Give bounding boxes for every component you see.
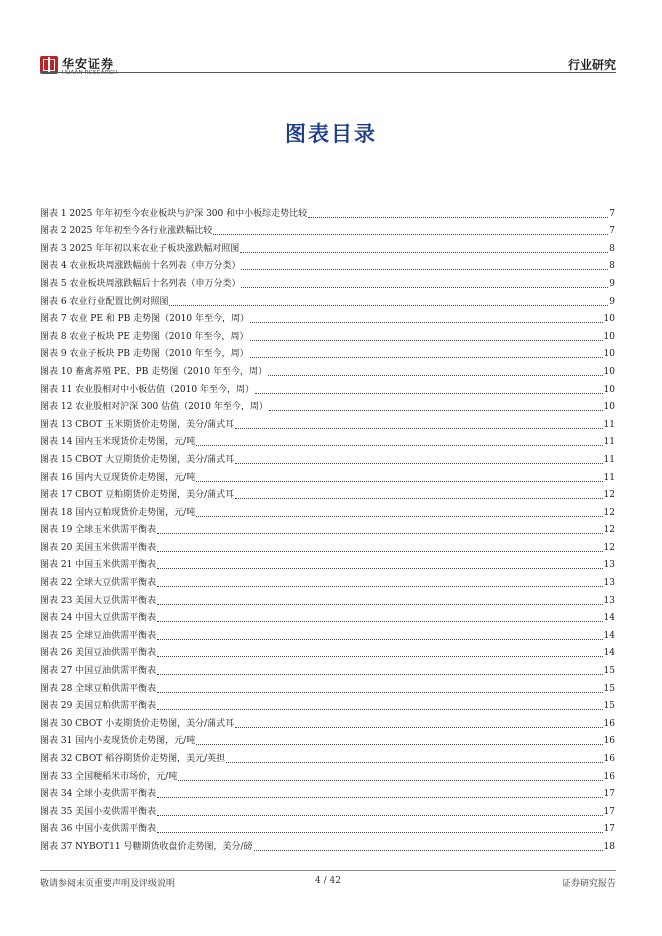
- toc-entry[interactable]: [40, 501, 615, 519]
- toc-dot-leader: [178, 780, 602, 781]
- toc-entry[interactable]: [40, 360, 615, 378]
- toc-entry-title: 图表 3 2025 年年初以来农业子板块涨跌幅对照图: [40, 243, 240, 254]
- toc-entry-title: 图表 10 畜禽养殖 PE、PB 走势图（2010 年至今，周）: [40, 366, 267, 377]
- toc-entry-page: 8: [609, 243, 615, 254]
- toc-entry-title: 图表 26 美国豆油供需平衡表: [40, 648, 157, 659]
- toc-entry-title: 图表 32 CBOT 稻谷期货价走势图，美元/英担: [40, 754, 226, 764]
- toc-entry-page: 10: [603, 349, 615, 360]
- toc-entry-title: 图表 33 全国粳稻米市场价，元/吨: [40, 771, 178, 782]
- toc-entry-page: 14: [603, 630, 615, 641]
- toc-entry[interactable]: [40, 466, 615, 484]
- toc-entry[interactable]: [40, 378, 615, 396]
- toc-dot-leader: [157, 709, 602, 710]
- toc-entry[interactable]: [40, 237, 615, 255]
- toc-entry[interactable]: [40, 272, 615, 290]
- toc-dot-leader: [241, 287, 608, 288]
- toc-entry[interactable]: [40, 783, 615, 801]
- toc-entry[interactable]: [40, 659, 615, 677]
- toc-entry-title: 图表 36 中国小麦供需平衡表: [40, 824, 157, 835]
- toc-dot-leader: [157, 797, 602, 798]
- toc-dot-leader: [157, 586, 602, 587]
- toc-entry[interactable]: [40, 624, 615, 642]
- toc-entry-title: 图表 2 2025 年年初至今各行业涨跌幅比较: [40, 226, 213, 237]
- toc-entry[interactable]: [40, 800, 615, 818]
- toc-entry[interactable]: [40, 695, 615, 713]
- toc-entry-page: 14: [603, 613, 615, 624]
- toc-entry-title: 图表 35 美国小麦供需平衡表: [40, 806, 157, 817]
- toc-dot-leader: [157, 674, 602, 675]
- toc-entry[interactable]: [40, 730, 615, 748]
- toc-entry-title: 图表 30 CBOT 小麦期货价走势图，美分/蒲式耳: [40, 718, 235, 729]
- toc-dot-leader: [269, 410, 603, 411]
- toc-entry[interactable]: [40, 818, 615, 836]
- toc-dot-leader: [255, 393, 603, 394]
- toc-dot-leader: [250, 340, 603, 341]
- toc-entry-title: 图表 23 美国大豆供需平衡表: [40, 595, 157, 606]
- toc-entry-title: 图表 28 全球豆粕供需平衡表: [40, 683, 157, 694]
- toc-dot-leader: [308, 217, 608, 218]
- toc-entry-page: 7: [609, 226, 615, 237]
- toc-dot-leader: [250, 357, 603, 358]
- toc-entry[interactable]: [40, 607, 615, 625]
- toc-dot-leader: [240, 252, 608, 253]
- toc-entry-title: 图表 14 国内玉米现货价走势图，元/吨: [40, 437, 196, 448]
- toc-entry-page: 16: [603, 771, 615, 782]
- toc-entry-title: 图表 7 农业 PE 和 PB 走势图（2010 年至今，周）: [40, 314, 249, 325]
- toc-entry-page: 17: [603, 824, 615, 835]
- toc-entry[interactable]: [40, 448, 615, 466]
- toc-entry-page: 10: [603, 384, 615, 395]
- logo-en-text: HUAAN RESEARCH: [62, 70, 118, 76]
- toc-entry-page: 12: [603, 542, 615, 553]
- toc-entry-page: 12: [603, 525, 615, 536]
- toc-entry-page: 10: [603, 314, 615, 325]
- toc-entry-title: 图表 17 CBOT 豆粕期货价走势图，美分/蒲式耳: [40, 490, 235, 501]
- toc-entry[interactable]: [40, 554, 615, 572]
- toc-dot-leader: [157, 639, 602, 640]
- toc-entry-page: 16: [603, 718, 615, 729]
- toc-entry-page: 13: [603, 560, 615, 571]
- toc-entry-title: 图表 21 中国玉米供需平衡表: [40, 560, 157, 571]
- toc-entry-title: 图表 19 全球玉米供需平衡表: [40, 525, 157, 536]
- toc-entry-page: 7: [609, 208, 615, 219]
- toc-dot-leader: [157, 692, 602, 693]
- toc-dot-leader: [196, 516, 602, 517]
- toc-dot-leader: [157, 815, 602, 816]
- toc-entry-title: 图表 6 农业行业配置比例对照图: [40, 296, 169, 307]
- toc-entry-page: 9: [609, 296, 615, 307]
- toc-entry[interactable]: [40, 308, 615, 326]
- toc-entry-title: 图表 25 全球豆油供需平衡表: [40, 630, 157, 641]
- report-type: 证券研究报告: [561, 879, 616, 889]
- toc-dot-leader: [169, 305, 608, 306]
- toc-entry-page: 11: [603, 419, 615, 430]
- toc-entry-page: 18: [603, 841, 615, 852]
- toc-entry-title: 图表 8 农业子板块 PE 走势图（2010 年至今，周）: [40, 331, 249, 342]
- toc-entry[interactable]: [40, 484, 615, 502]
- toc-entry-page: 10: [603, 402, 615, 413]
- toc-dot-leader: [235, 463, 602, 464]
- toc-dot-leader: [213, 234, 608, 235]
- toc-list: [40, 202, 615, 853]
- toc-entry-page: 17: [603, 806, 615, 817]
- toc-entry-title: 图表 4 农业板块周涨跌幅前十名列表（申万分类）: [40, 261, 241, 272]
- toc-entry-title: 图表 5 农业板块周涨跌幅后十名列表（申万分类）: [40, 278, 241, 289]
- toc-entry-page: 11: [603, 472, 615, 483]
- toc-dot-leader: [157, 604, 602, 605]
- toc-entry[interactable]: [40, 765, 615, 783]
- toc-entry-page: 15: [603, 666, 615, 677]
- footer-divider: [40, 870, 616, 871]
- toc-entry-title: 图表 1 2025 年年初至今农业板块与沪深 300 和中小板综走势比较: [40, 208, 308, 219]
- toc-dot-leader: [196, 481, 602, 482]
- company-logo: [40, 56, 150, 80]
- header-divider: [40, 72, 616, 73]
- toc-dot-leader: [157, 551, 602, 552]
- toc-entry-page: 14: [603, 648, 615, 659]
- toc-entry-page: 16: [603, 736, 615, 747]
- toc-dot-leader: [157, 656, 602, 657]
- toc-dot-leader: [235, 727, 602, 728]
- page-footer: [40, 876, 616, 890]
- toc-dot-leader: [196, 445, 602, 446]
- toc-entry-page: 9: [609, 278, 615, 289]
- toc-entry-page: 15: [603, 683, 615, 694]
- toc-entry-page: 8: [609, 261, 615, 272]
- toc-entry[interactable]: [40, 642, 615, 660]
- toc-entry-title: 图表 29 美国豆粕供需平衡表: [40, 701, 157, 712]
- toc-dot-leader: [157, 533, 602, 534]
- toc-entry[interactable]: [40, 747, 615, 765]
- toc-dot-leader: [241, 269, 608, 270]
- toc-entry-page: 11: [603, 437, 615, 448]
- toc-entry-title: 图表 31 国内小麦现货价走势图，元/吨: [40, 736, 196, 747]
- toc-entry[interactable]: [40, 712, 615, 730]
- toc-entry-title: 图表 15 CBOT 大豆期货价走势图，美分/蒲式耳: [40, 454, 235, 465]
- toc-entry-title: 图表 13 CBOT 玉米期货价走势图，美分/蒲式耳: [40, 419, 235, 430]
- toc-entry-page: 17: [603, 789, 615, 800]
- toc-entry-title: 图表 16 国内大豆现货价走势图，元/吨: [40, 472, 196, 483]
- toc-entry-title: 图表 34 全球小麦供需平衡表: [40, 789, 157, 800]
- logo-cn-text: 华安证券: [62, 57, 115, 71]
- toc-entry[interactable]: [40, 343, 615, 361]
- toc-dot-leader: [157, 621, 602, 622]
- toc-entry[interactable]: [40, 255, 615, 273]
- toc-dot-leader: [157, 568, 602, 569]
- toc-entry[interactable]: [40, 413, 615, 431]
- toc-dot-leader: [250, 322, 603, 323]
- toc-entry-title: 图表 27 中国豆油供需平衡表: [40, 666, 157, 677]
- toc-dot-leader: [235, 428, 602, 429]
- toc-entry-title: 图表 18 国内豆粕现货价走势图，元/吨: [40, 507, 196, 518]
- footer-disclaimer: 敬请参阅末页重要声明及评级说明: [40, 879, 176, 889]
- toc-dot-leader: [235, 498, 602, 499]
- toc-entry-title: 图表 22 全球大豆供需平衡表: [40, 578, 157, 589]
- toc-entry-title: 图表 24 中国大豆供需平衡表: [40, 613, 157, 624]
- page-title: 图表目录: [285, 122, 377, 146]
- toc-entry-page: 12: [603, 507, 615, 518]
- toc-entry-title: 图表 37 NYBOT11 号糖期货收盘价走势图，美分/磅: [40, 841, 253, 852]
- toc-entry[interactable]: [40, 571, 615, 589]
- toc-dot-leader: [196, 744, 602, 745]
- section-label: 行业研究: [567, 58, 616, 72]
- toc-entry-page: 13: [603, 578, 615, 589]
- toc-entry-page: 10: [603, 331, 615, 342]
- toc-entry-page: 15: [603, 701, 615, 712]
- toc-entry[interactable]: [40, 220, 615, 238]
- toc-entry-page: 12: [603, 490, 615, 501]
- toc-entry[interactable]: [40, 536, 615, 554]
- toc-dot-leader: [226, 762, 602, 763]
- toc-dot-leader: [254, 850, 603, 851]
- toc-entry-page: 10: [603, 366, 615, 377]
- toc-entry[interactable]: [40, 589, 615, 607]
- toc-entry[interactable]: [40, 835, 615, 853]
- toc-entry[interactable]: [40, 202, 615, 220]
- toc-dot-leader: [268, 375, 603, 376]
- toc-entry-title: 图表 12 农业股相对沪深 300 估值（2010 年至今，周）: [40, 402, 268, 413]
- page-header: [40, 56, 616, 78]
- toc-entry-title: 图表 20 美国玉米供需平衡表: [40, 542, 157, 553]
- toc-entry[interactable]: [40, 290, 615, 308]
- toc-entry-title: 图表 11 农业股相对中小板估值（2010 年至今，周）: [40, 384, 254, 395]
- toc-entry[interactable]: [40, 325, 615, 343]
- toc-entry-page: 16: [603, 754, 615, 764]
- page-number: 4 / 42: [315, 876, 341, 886]
- toc-entry-page: 13: [603, 595, 615, 606]
- toc-dot-leader: [157, 832, 602, 833]
- toc-entry[interactable]: [40, 396, 615, 414]
- toc-entry-title: 图表 9 农业子板块 PB 走势图（2010 年至今，周）: [40, 349, 249, 360]
- toc-entry[interactable]: [40, 519, 615, 537]
- toc-entry[interactable]: [40, 431, 615, 449]
- toc-entry[interactable]: [40, 677, 615, 695]
- toc-entry-page: 11: [603, 454, 615, 465]
